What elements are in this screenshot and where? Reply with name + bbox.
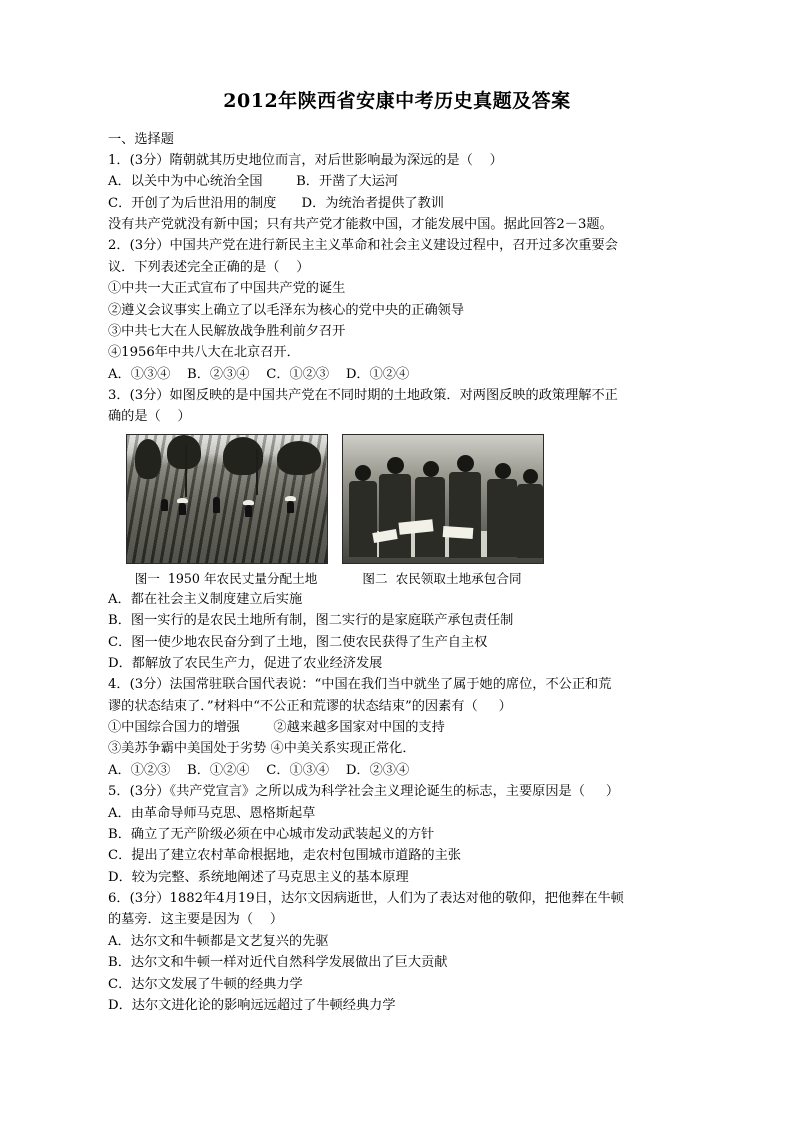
text-line: 3．(3分）如图反映的是中国共产党在不同时期的土地政策．对两图反映的政策理解不正 <box>108 388 618 404</box>
text-line: B．图一实行的是农民土地所有制，图二实行的是家庭联产承包责任制 <box>108 613 514 629</box>
text-line: B．确立了无产阶级必须在中心城市发动武装起义的方针 <box>108 826 435 842</box>
questions-after-figures <box>108 589 686 1017</box>
text-line: ③美苏争霸中美国处于劣势 ④中美关系实现正常化． <box>108 741 416 757</box>
figure-two-caption: 图二 农民领取土地承包合同 <box>362 570 522 586</box>
text-line: A．以关中为中心统治全国 B．开凿了大运河 <box>108 174 399 190</box>
text-line: C．提出了建立农村革命根据地，走农村包围城市道路的主张 <box>108 848 461 864</box>
text-line: ①中共一大正式宣布了中国共产党的诞生 <box>108 281 346 297</box>
text-line: 谬的状态结束了．”材料中“不公正和荒谬的状态结束”的因素有（ ） <box>108 698 512 714</box>
text-line: 确的是（ ） <box>108 409 191 425</box>
figure-two-image <box>342 434 544 564</box>
text-line: ④1956年中共八大在北京召开． <box>108 345 300 361</box>
text-line: 5．(3分）《共产党宣言》之所以成为科学社会主义理论诞生的标志，主要原因是（ ） <box>108 784 620 800</box>
text-line: ①中国综合国力的增强 ②越来越多国家对中国的支持 <box>108 720 445 736</box>
text-line: A．①③④ B．②③④ C．①②③ D．①②④ <box>108 366 410 382</box>
figure-one-image <box>126 434 328 564</box>
text-line: C．开创了为后世沿用的制度 D．为统治者提供了教训 <box>108 195 444 211</box>
text-line: D．达尔文进化论的影响远远超过了牛顿经典力学 <box>108 997 396 1013</box>
text-line: A．达尔文和牛顿都是文艺复兴的先驱 <box>108 933 329 949</box>
text-line: ②遵义会议事实上确立了以毛泽东为核心的党中央的正确领导 <box>108 302 465 318</box>
text-line: A．①②③ B．①②④ C．①③④ D．②③④ <box>108 762 410 778</box>
text-line: B．达尔文和牛顿一样对近代自然科学发展做出了巨大贡献 <box>108 955 448 971</box>
text-line: 的墓旁．这主要是因为（ ） <box>108 912 284 928</box>
questions-before-figures <box>108 150 686 428</box>
text-line: D．都解放了农民生产力，促进了农业经济发展 <box>108 655 383 671</box>
figure-two <box>342 434 542 587</box>
text-line: 1．(3分）隋朝就其历史地位而言，对后世影响最为深远的是（ ） <box>108 152 503 168</box>
figure-one <box>126 434 326 587</box>
section-heading: 一、选择题 <box>108 131 174 147</box>
text-line: ③中共七大在人民解放战争胜利前夕召开 <box>108 323 346 339</box>
text-line: 2．(3分）中国共产党在进行新民主主义革命和社会主义建设过程中，召开过多次重要会 <box>108 238 618 254</box>
text-line: D．较为完整、系统地阐述了马克思主义的基本原理 <box>108 869 409 885</box>
text-line: A．都在社会主义制度建立后实施 <box>108 591 303 607</box>
text-line: A．由革命导师马克思、恩格斯起草 <box>108 805 316 821</box>
text-line: C．达尔文发展了牛顿的经典力学 <box>108 976 303 992</box>
text-line: 没有共产党就没有新中国；只有共产党才能救中国，才能发展中国。据此回答2－3题。 <box>108 217 613 233</box>
text-line: 6．(3分）1882年4月19日，达尔文因病逝世，人们为了表达对他的敬仰，把他葬在牛顿 <box>108 891 624 907</box>
text-line: C．图一使少地农民奋分到了土地，图二使农民获得了生产自主权 <box>108 634 488 650</box>
text-line: 议．下列表述完全正确的是（ ） <box>108 259 310 275</box>
text-line: 4．(3分）法国常驻联合国代表说：“中国在我们当中就坐了属于她的席位，不公正和荒 <box>108 677 612 693</box>
figure-group <box>126 434 686 587</box>
page-title: 2012年陕西省安康中考历史真题及答案 <box>223 90 571 112</box>
figure-one-caption: 图一 1950 年农民丈量分配土地 <box>134 570 318 586</box>
